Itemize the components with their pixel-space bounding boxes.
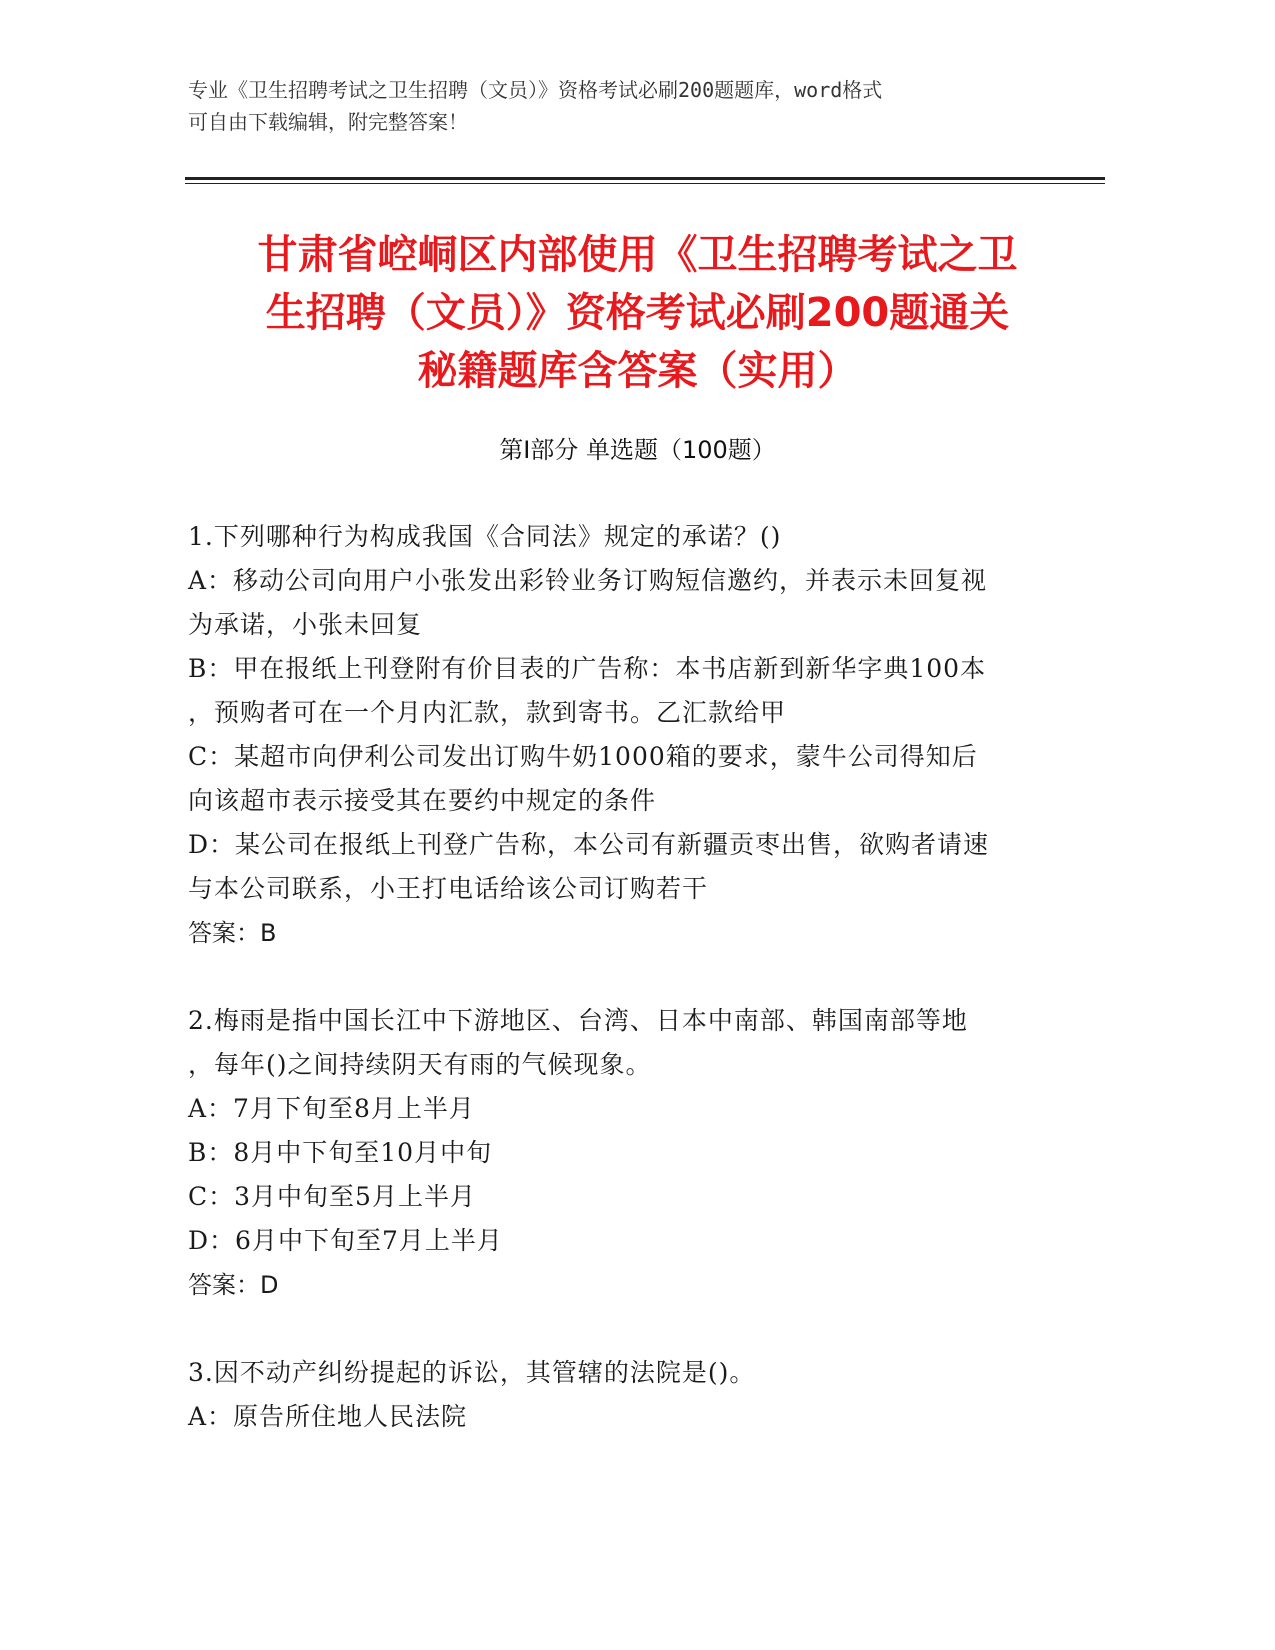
header-divider-thin xyxy=(185,183,1105,184)
question-stem: 3.因不动产纠纷提起的诉讼，其管辖的法院是()。 xyxy=(188,1358,756,1387)
title-line-3: 秘籍题库含答案（实用） xyxy=(417,348,858,394)
option-a: A：7月下旬至8月上半月 xyxy=(188,1094,475,1123)
section-heading: 第Ⅰ部分 单选题（100题） xyxy=(499,436,776,464)
question-stem: ，每年()之间持续阴天有雨的气候现象。 xyxy=(188,1050,652,1079)
option-c: C：3月中旬至5月上半月 xyxy=(188,1182,476,1211)
option-line: C：某超市向伊利公司发出订购牛奶1000箱的要求，蒙牛公司得知后 xyxy=(188,742,978,771)
option-line: ，预购者可在一个月内汇款，款到寄书。乙汇款给甲 xyxy=(188,698,787,727)
option-b xyxy=(188,647,1068,735)
title-line-2: 生招聘（文员）》资格考试必刷200题通关 xyxy=(265,290,1010,336)
header-note-line-1: 专业《卫生招聘考试之卫生招聘（文员）》资格考试必刷200题题库，word格式 xyxy=(188,78,883,102)
option-d: D：6月中下旬至7月上半月 xyxy=(188,1226,503,1255)
header-divider-thick xyxy=(185,177,1105,180)
header-note-line-2: 可自由下载编辑，附完整答案！ xyxy=(188,110,468,134)
question-spacer xyxy=(188,1307,1068,1351)
question-spacer xyxy=(188,955,1068,999)
question-block xyxy=(188,515,1068,955)
option-line: 为承诺，小张未回复 xyxy=(188,610,423,639)
option-line: 与本公司联系，小王打电话给该公司订购若干 xyxy=(188,874,709,903)
option-line: A：移动公司向用户小张发出彩铃业务订购短信邀约，并表示未回复视 xyxy=(188,566,988,595)
question-stem: 2.梅雨是指中国长江中下游地区、台湾、日本中南部、韩国南部等地 xyxy=(188,1006,968,1035)
option-line: 向该超市表示接受其在要约中规定的条件 xyxy=(188,786,657,815)
option-b: B：8月中下旬至10月中旬 xyxy=(188,1138,493,1167)
option-a: A：原告所住地人民法院 xyxy=(188,1402,468,1431)
question-list xyxy=(188,515,1068,1439)
question-stem: 1.下列哪种行为构成我国《合同法》规定的承诺？() xyxy=(188,522,782,551)
question-block xyxy=(188,999,1068,1307)
answer-line: 答案：D xyxy=(188,1271,279,1299)
header-note xyxy=(188,74,1068,138)
document-title xyxy=(120,226,1155,400)
title-line-1: 甘肃省崆峒区内部使用《卫生招聘考试之卫 xyxy=(257,232,1018,278)
option-line: B：甲在报纸上刊登附有价目表的广告称：本书店新到新华字典100本 xyxy=(188,654,987,683)
option-c xyxy=(188,735,1068,823)
option-d xyxy=(188,823,1068,911)
answer-line: 答案：B xyxy=(188,919,277,947)
option-a xyxy=(188,559,1068,647)
question-block xyxy=(188,1351,1068,1439)
option-line: D：某公司在报纸上刊登广告称，本公司有新疆贡枣出售，欲购者请速 xyxy=(188,830,990,859)
